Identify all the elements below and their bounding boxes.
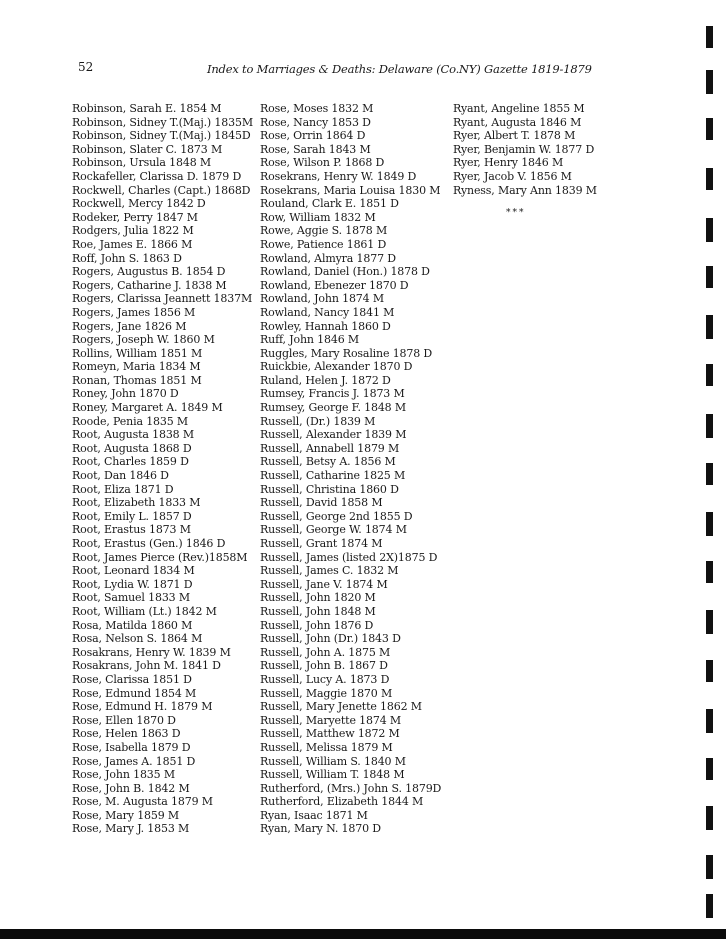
index-column-3 (453, 102, 597, 197)
index-entry: Root, Augusta 1868 D (72, 441, 192, 455)
binding-tab (706, 561, 713, 583)
index-entry: Russell, George W. 1874 M (260, 523, 407, 537)
index-entry: Ryer, Henry 1846 M (453, 156, 564, 170)
index-entry: Rodeker, Perry 1847 M (72, 210, 198, 224)
index-entry: Romeyn, Maria 1834 M (72, 360, 201, 374)
index-entry: Ryan, Mary N. 1870 D (260, 822, 381, 836)
index-entry: Roe, James E. 1866 M (72, 237, 193, 251)
index-entry: Ruland, Helen J. 1872 D (260, 373, 391, 387)
index-entry: Rogers, James 1856 M (72, 305, 196, 319)
index-entry: Root, Charles 1859 D (72, 455, 189, 469)
index-entry: Russell, John 1848 M (260, 604, 376, 618)
index-entry: Russell, Alexander 1839 M (260, 428, 407, 442)
index-entry: Russell, Mary Jenette 1862 M (260, 700, 422, 714)
index-entry: Russell, John A. 1875 M (260, 645, 391, 659)
index-entry: Ryant, Angeline 1855 M (453, 102, 585, 115)
binding-tab (706, 660, 713, 682)
index-entry: Rose, Sarah 1843 M (260, 142, 371, 156)
index-entry: Ronan, Thomas 1851 M (72, 373, 202, 387)
index-entry: Rowland, John 1874 M (260, 292, 384, 306)
index-entry: Russell, John (Dr.) 1843 D (260, 632, 401, 646)
index-entry: Russell, David 1858 M (260, 496, 383, 510)
index-entry: Robinson, Sidney T.(Maj.) 1845D (72, 129, 251, 143)
index-entry: Russell, George 2nd 1855 D (260, 509, 413, 523)
index-entry: Rose, Wilson P. 1868 D (260, 156, 385, 170)
binding-tab (706, 806, 713, 830)
index-entry: Rodgers, Julia 1822 M (72, 224, 194, 238)
index-entry: Root, Erastus (Gen.) 1846 D (72, 537, 226, 550)
index-entry: Ryer, Benjamin W. 1877 D (453, 142, 595, 156)
end-of-section-marker: *** (506, 208, 526, 218)
binding-tab (706, 894, 713, 918)
index-entry: Rouland, Clark E. 1851 D (260, 197, 399, 211)
index-entry: Rosakrans, Henry W. 1839 M (72, 645, 231, 659)
index-entry: Russell, Betsy A. 1856 M (260, 455, 396, 469)
index-entry: Rosekrans, Henry W. 1849 D (260, 169, 417, 183)
index-entry: Rose, Orrin 1864 D (260, 129, 366, 143)
index-entry: Rose, Isabella 1879 D (72, 740, 191, 754)
index-entry: Rollins, William 1851 M (72, 346, 203, 360)
index-entry: Rockafeller, Clarissa D. 1879 D (72, 169, 242, 183)
scan-edge (0, 929, 726, 939)
index-entry: Rumsey, George F. 1848 M (260, 401, 406, 415)
binding-tab (706, 26, 713, 48)
binding-tab (706, 512, 713, 536)
index-entry: Russell, Jane V. 1874 M (260, 577, 388, 591)
index-entry: Rose, John 1835 M (72, 768, 175, 782)
index-entry: Rose, Edmund 1854 M (72, 686, 197, 700)
index-entry: Rosekrans, Maria Louisa 1830 M (260, 183, 441, 197)
index-entry: Robinson, Sidney T.(Maj.) 1835M (72, 115, 253, 129)
index-entry: Rumsey, Francis J. 1873 M (260, 387, 405, 401)
index-entry: Rowley, Hannah 1860 D (260, 319, 391, 333)
index-entry: Rose, M. Augusta 1879 M (72, 795, 213, 809)
index-entry: Root, Elizabeth 1833 M (72, 496, 201, 510)
index-entry: Ruggles, Mary Rosaline 1878 D (260, 346, 433, 360)
index-entry: Russell, Annabell 1879 M (260, 441, 400, 455)
index-entry: Root, Augusta 1838 M (72, 428, 194, 442)
index-entry: Rose, Mary J. 1853 M (72, 822, 190, 836)
index-entry: Rogers, Augustus B. 1854 D (72, 265, 226, 279)
index-entry: Root, Leonard 1834 M (72, 564, 195, 578)
index-entry: Russell, Matthew 1872 M (260, 727, 400, 741)
index-entry: Roff, John S. 1863 D (72, 251, 182, 265)
index-entry: Rowland, Nancy 1841 M (260, 305, 395, 319)
index-entry: Rose, Clarissa 1851 D (72, 672, 192, 686)
index-entry: Rowland, Ebenezer 1870 D (260, 278, 409, 292)
index-entry: Ryer, Jacob V. 1856 M (453, 169, 572, 183)
index-entry: Root, Lydia W. 1871 D (72, 577, 193, 591)
index-entry: Root, James Pierce (Rev.)1858M (72, 550, 248, 564)
index-column-1 (72, 102, 253, 836)
index-entry: Root, William (Lt.) 1842 M (72, 604, 217, 618)
index-entry: Rowland, Daniel (Hon.) 1878 D (260, 265, 430, 279)
index-entry: Rose, Nancy 1853 D (260, 115, 371, 129)
index-entry: Root, Samuel 1833 M (72, 591, 190, 605)
binding-tab (706, 218, 713, 242)
index-entry: Russell, Lucy A. 1873 D (260, 672, 390, 686)
index-entry: Rose, Helen 1863 D (72, 727, 181, 741)
binding-tab (706, 709, 713, 733)
binding-tab (706, 266, 713, 288)
index-entry: Robinson, Ursula 1848 M (72, 156, 212, 170)
index-entry: Russell, James (listed 2X)1875 D (260, 550, 438, 564)
index-entry: Rose, Edmund H. 1879 M (72, 700, 213, 714)
index-entry: Rutherford, Elizabeth 1844 M (260, 795, 424, 809)
index-entry: Robinson, Sarah E. 1854 M (72, 102, 222, 115)
index-entry: Rogers, Clarissa Jeannett 1837M (72, 292, 253, 306)
index-entry: Row, William 1832 M (260, 210, 376, 224)
index-entry: Ryant, Augusta 1846 M (453, 115, 582, 129)
index-column-2 (260, 102, 441, 836)
index-entry: Rose, James A. 1851 D (72, 754, 196, 768)
index-entry: Roney, Margaret A. 1849 M (72, 401, 223, 415)
index-entry: Rockwell, Charles (Capt.) 1868D (72, 183, 251, 197)
page-number: 52 (78, 60, 94, 74)
index-entry: Rogers, Catharine J. 1838 M (72, 278, 227, 292)
index-entry: Robinson, Slater C. 1873 M (72, 142, 223, 156)
index-entry: Russell, Melissa 1879 M (260, 740, 393, 754)
index-entry: Ryer, Albert T. 1878 M (453, 129, 576, 143)
binding-tab (706, 414, 713, 438)
index-entry: Root, Erastus 1873 M (72, 523, 191, 537)
index-entry: Russell, Maggie 1870 M (260, 686, 393, 700)
binding-tab (706, 855, 713, 879)
index-entry: Russell, James C. 1832 M (260, 564, 399, 578)
index-entry: Rose, Ellen 1870 D (72, 713, 176, 727)
index-entry: Russell, Christina 1860 D (260, 482, 399, 496)
page-title: Index to Marriages & Deaths: Delaware (Co.NY) Gazette 1819-1879 (207, 62, 592, 76)
index-entry: Rose, John B. 1842 M (72, 781, 190, 795)
index-entry: Russell, Grant 1874 M (260, 537, 383, 550)
index-entry: Russell, John B. 1867 D (260, 659, 388, 673)
index-entry: Root, Emily L. 1857 D (72, 509, 192, 523)
index-entry: Rowe, Aggie S. 1878 M (260, 224, 388, 238)
binding-tab (706, 70, 713, 94)
binding-tab (706, 758, 713, 780)
binding-tab (706, 118, 713, 140)
index-entry: Rogers, Joseph W. 1860 M (72, 333, 215, 347)
index-entry: Rogers, Jane 1826 M (72, 319, 187, 333)
binding-tab (706, 315, 713, 339)
binding-tab (706, 168, 713, 190)
binding-tab (706, 463, 713, 485)
index-entry: Ruff, John 1846 M (260, 333, 360, 347)
binding-tab (706, 610, 713, 634)
index-entry: Russell, John 1820 M (260, 591, 376, 605)
index-entry: Russell, Maryette 1874 M (260, 713, 402, 727)
index-entry: Rowland, Almyra 1877 D (260, 251, 396, 265)
binding-tab (706, 364, 713, 386)
index-entry: Ruickbie, Alexander 1870 D (260, 360, 413, 374)
index-entry: Russell, John 1876 D (260, 618, 374, 632)
index-entry: Roney, John 1870 D (72, 387, 179, 401)
index-entry: Rosa, Matilda 1860 M (72, 618, 193, 632)
index-entry: Ryan, Isaac 1871 M (260, 808, 368, 822)
index-entry: Roode, Penia 1835 M (72, 414, 189, 428)
index-entry: Ryness, Mary Ann 1839 M (453, 183, 597, 197)
index-entry: Rose, Mary 1859 M (72, 808, 180, 822)
index-entry: Rose, Moses 1832 M (260, 102, 374, 115)
index-entry: Rowe, Patience 1861 D (260, 237, 387, 251)
index-entry: Russell, (Dr.) 1839 M (260, 414, 376, 428)
index-entry: Rutherford, (Mrs.) John S. 1879D (260, 781, 442, 795)
index-entry: Rockwell, Mercy 1842 D (72, 197, 206, 211)
index-entry: Rosa, Nelson S. 1864 M (72, 632, 203, 646)
index-entry: Russell, Catharine 1825 M (260, 469, 406, 483)
index-entry: Russell, William S. 1840 M (260, 754, 406, 768)
index-entry: Russell, William T. 1848 M (260, 768, 405, 782)
index-entry: Root, Eliza 1871 D (72, 482, 174, 496)
index-entry: Root, Dan 1846 D (72, 469, 169, 483)
index-entry: Rosakrans, John M. 1841 D (72, 659, 221, 673)
